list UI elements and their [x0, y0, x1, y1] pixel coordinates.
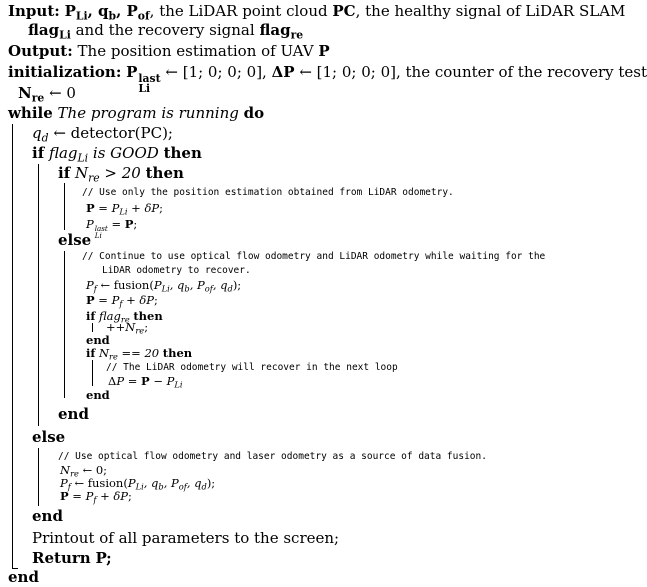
while-keyword: while: [8, 104, 53, 122]
if-keyword: if: [86, 309, 96, 323]
output-p: P: [318, 42, 330, 60]
init-dp-value: ← [1; 0; 0; 0], the counter of the recovery test: [299, 63, 647, 81]
init-dp: ΔP: [271, 63, 295, 81]
if-flag-scope-line: [38, 164, 39, 426]
if-nre-line: if $N_{re} > 20$ then: [58, 164, 184, 185]
increment-nre-line: $++N_{re}$;: [106, 320, 149, 336]
output-text: The position estimation of UAV: [77, 42, 314, 60]
else-outer-line: [32, 430, 65, 445]
fusion-word: fusion: [87, 476, 124, 490]
end-inner-line: [58, 407, 89, 422]
init-label: initialization:: [8, 63, 122, 81]
if-flagre-scope-line: [92, 323, 93, 332]
return-keyword: Return: [32, 549, 91, 567]
end-flagre-line: [86, 335, 110, 347]
if-nre-scope-line: [64, 183, 65, 230]
while-scope-line: [12, 124, 13, 568]
if-keyword: if: [58, 164, 71, 182]
increment-op: ++: [106, 320, 126, 334]
assign-plast-line: P last Li = P;: [86, 217, 138, 240]
then-keyword: then: [133, 309, 163, 323]
comment-continue-2: LiDAR odometry to recover.: [102, 265, 251, 276]
comment-continue-1: // Continue to use optical flow odometry and LiDAR odometry while waiting for the: [82, 251, 546, 262]
return-line: [32, 551, 112, 566]
if-nre-eq-scope-line: [92, 360, 93, 386]
end-keyword: end: [58, 405, 89, 423]
reset-nre-line: $N_{re}$ ← 0;: [60, 463, 108, 479]
fusion-word: fusion: [113, 278, 150, 292]
comment-fusion-source: // Use optical flow odometry and laser odometry as a source of data fusion.: [58, 451, 487, 462]
else-outer-scope-line: [38, 448, 39, 506]
return-value: P;: [95, 549, 112, 567]
init-nre-value: ← 0: [49, 84, 76, 102]
if-flagre-line: if flag$_{re}$ then: [86, 309, 163, 325]
input-line-2: flag$_{Li}$ and the recovery signal flag$_{re}$: [28, 21, 304, 42]
end-keyword: end: [8, 568, 39, 586]
end-outer-line: [32, 509, 63, 524]
then-keyword: then: [163, 144, 202, 162]
nre-eq-text: == 20: [121, 346, 160, 360]
comment-recover: // The LiDAR odometry will recover in the next loop: [106, 362, 398, 373]
then-keyword: then: [145, 164, 184, 182]
init-line: initialization: P last Li ← [1; 0; 0; 0], ΔP ← [1; 0; 0; 0], the counter of the recovery test: [8, 63, 647, 96]
do-keyword: do: [243, 104, 265, 122]
end-keyword: end: [86, 333, 110, 347]
else-inner-line: [58, 233, 91, 248]
input-pc: PC: [332, 2, 356, 20]
init-nre-line: $N_{re}$ ← 0: [18, 84, 76, 105]
if-flag-line: if flag$_{Li}$ is GOOD then: [32, 144, 202, 165]
nre-gt-text: > 20: [104, 164, 141, 182]
assign-p-fused-2: $P = P_f + \delta P$;: [60, 489, 132, 505]
fusion-line-1: $P_f$ ← $fusion(P_{Li}$, $q_b$, $P_{of}$, $q_d$);: [86, 278, 242, 294]
end-keyword: end: [86, 388, 110, 402]
input-label: Input:: [8, 2, 60, 20]
init-p-value: ← [1; 0; 0; 0],: [165, 63, 267, 81]
comment-lidar-only: // Use only the position estimation obtained from LiDAR odometry.: [82, 187, 454, 198]
while-condition: The program is running: [57, 104, 239, 122]
input-line2-tail: and the recovery signal: [75, 21, 255, 39]
then-keyword: then: [162, 346, 193, 360]
end-while-line: [8, 570, 39, 585]
else-keyword: else: [32, 428, 66, 446]
input-line1-tail: , the LiDAR point cloud: [149, 2, 328, 20]
is-good-text: is GOOD: [92, 144, 159, 162]
nre-reset-text: ← 0;: [82, 463, 108, 477]
if-keyword: if: [32, 144, 45, 162]
detector-text: ← detector(PC);: [53, 124, 173, 142]
end-keyword: end: [32, 507, 63, 525]
if-nre-eq-line: if $N_{re} == 20$ then: [86, 346, 193, 362]
else-keyword: else: [58, 231, 92, 249]
assign-dp-line: $\Delta P = P - P_{Li}$: [108, 374, 183, 390]
output-label: Output:: [8, 42, 73, 60]
input-line1-end: , the healthy signal of LiDAR SLAM: [355, 2, 626, 20]
assign-p-line: $P = P_{Li} + \delta P$;: [86, 201, 163, 217]
while-line: [8, 106, 264, 121]
output-line: [8, 44, 330, 59]
else-inner-scope-line: [64, 251, 65, 398]
input-line-1: Input: $P_{Li}$, $q_b$, $P_{of}$, the LiDAR point cloud PC, the healthy signal of LiDAR SLAM: [8, 2, 626, 23]
end-nre-eq-line: [86, 390, 110, 402]
detector-line: $q_d$ ← detector(PC);: [32, 124, 173, 145]
printout-line: Printout of all parameters to the screen;: [32, 529, 340, 547]
fusion-line-2: $P_f$ ← $fusion(P_{Li}$, $q_b$, $P_{of}$, $q_d$);: [60, 476, 216, 492]
if-keyword: if: [86, 346, 96, 360]
assign-p-fused-1: $P = P_f + \delta P$;: [86, 293, 158, 309]
